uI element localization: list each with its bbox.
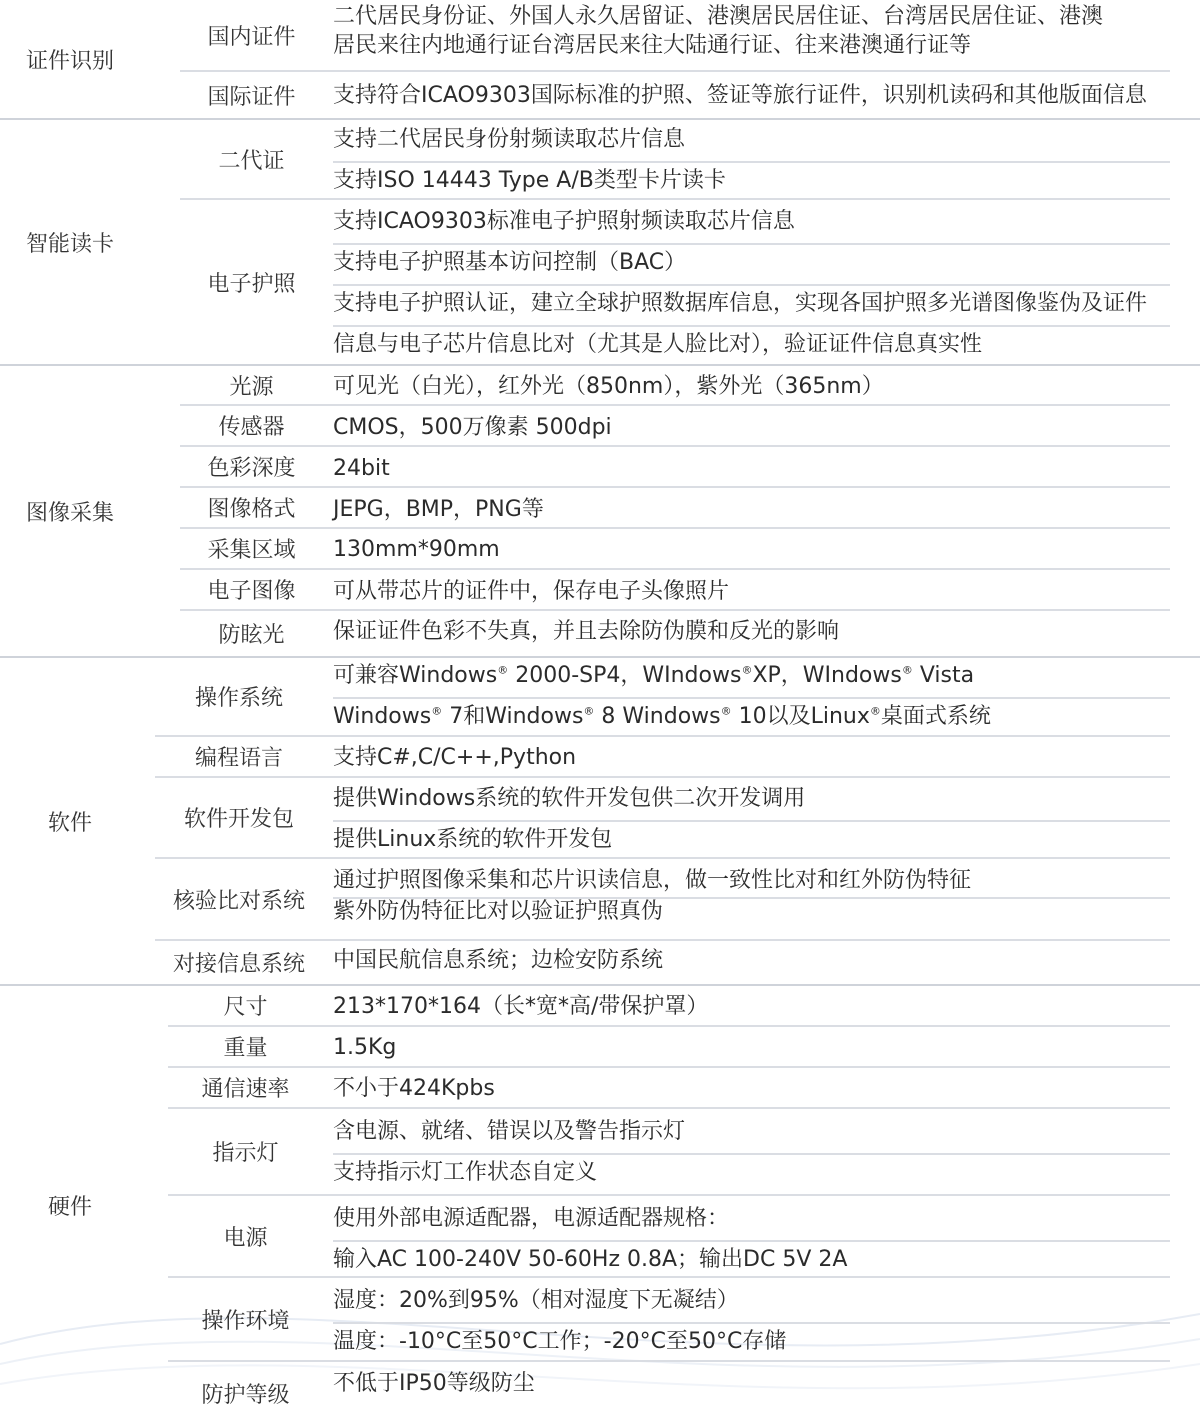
spec-value-line: 提供Linux系统的软件开发包 [333,827,613,852]
spec-value-line: 支持ISO 14443 Type A/B类型卡片读卡 [333,168,726,193]
line-divider [333,1153,1170,1155]
spec-value-line: 居民来往内地通行证台湾居民来往大陆通行证、往来港澳通行证等 [333,33,972,58]
spec-value-line: 含电源、就绪、错误以及警告指示灯 [333,1119,686,1144]
line-divider [333,243,1170,245]
category-label: 软件 [47,810,92,836]
line-divider [333,284,1170,286]
spec-label: 操作环境 [201,1308,290,1334]
spec-value-line: 130mm*90mm [333,537,500,562]
spec-value-line: 使用外部电源适配器，电源适配器规格： [333,1206,730,1231]
spec-value-line: 支持电子护照认证，建立全球护照数据库信息，实现各国护照多光谱图像鉴伪及证件 [333,291,1148,316]
spec-value-line: 提供Windows系统的软件开发包供二次开发调用 [333,786,806,811]
spec-value-line: 可从带芯片的证件中，保存电子头像照片 [333,579,730,604]
spec-value-line: 输入AC 100-240V 50-60Hz 0.8A；输出DC 5V 2A [333,1247,848,1272]
spec-label: 软件开发包 [183,807,294,832]
spec-value-line: Windows® 7和Windows® 8 Windows® 10以及Linux®桌面式系统 [333,704,991,729]
line-divider [333,1322,1170,1324]
spec-value-line: 支持C#,C/C++,Python [333,745,577,770]
spec-label: 编程语言 [194,746,283,771]
category-label: 图像采集 [25,500,114,526]
spec-label: 电子护照 [207,271,296,297]
line-divider [333,697,1170,699]
line-divider [333,820,1170,822]
spec-value-line: 213*170*164（长*宽*高/带保护罩） [333,994,709,1019]
spec-value-line: CMOS，500万像素 500dpi [333,415,612,440]
spec-value-line: 中国民航信息系统；边检安防系统 [333,948,664,973]
spec-label: 采集区域 [207,538,296,563]
spec-label: 核验比对系统 [172,888,305,914]
line-divider [333,161,1170,163]
spec-label: 图像格式 [207,497,296,522]
spec-value-line: 1.5Kg [333,1035,397,1060]
spec-value-line: 支持电子护照基本访问控制（BAC） [333,250,687,275]
spec-value-line: 支持ICAO9303标准电子护照射频读取芯片信息 [333,209,795,234]
spec-value-line: 二代居民身份证、外国人永久居留证、港澳居民居住证、台湾居民居住证、港澳 [333,4,1104,29]
spec-label: 指示灯 [212,1141,279,1166]
spec-label: 色彩深度 [207,456,296,481]
spec-label: 传感器 [218,415,285,440]
spec-value-line: 不低于IP50等级防尘 [333,1371,535,1396]
spec-label: 防护等级 [201,1382,290,1408]
spec-value-line: 信息与电子芯片信息比对（尤其是人脸比对），验证证件信息真实性 [333,332,983,357]
spec-value-line: 湿度：20%到95%（相对湿度下无凝结） [333,1288,739,1313]
spec-value-line: 可见光（白光），红外光（850nm），紫外光（365nm） [333,374,884,399]
spec-value-line: JEPG，BMP，PNG等 [333,497,544,522]
spec-value-line: 通过护照图像采集和芯片识读信息，做一致性比对和红外防伪特征 [333,868,972,893]
spec-value-line: 保证证件色彩不失真，并且去除防伪膜和反光的影响 [333,619,840,644]
spec-label: 尺寸 [223,995,268,1020]
spec-value-line: 支持指示灯工作状态自定义 [333,1160,598,1185]
category-label: 智能读卡 [25,231,114,257]
spec-value-line: 支持符合ICAO9303国际标准的护照、签证等旅行证件，识别机读码和其他版面信息 [333,83,1147,108]
category-label: 硬件 [47,1194,92,1220]
line-divider [333,325,1170,327]
line-divider [333,1240,1170,1242]
spec-label: 国际证件 [207,84,296,110]
spec-label: 对接信息系统 [172,952,305,977]
spec-label: 电源 [223,1225,268,1251]
spec-value-line: 不小于424Kpbs [333,1076,495,1101]
spec-value-line: 可兼容Windows® 2000-SP4，WIndows®XP，WIndows® Vista [333,663,975,688]
spec-label: 重量 [223,1036,268,1061]
spec-label: 二代证 [218,148,285,174]
spec-label: 防眩光 [218,623,285,648]
category-label: 证件识别 [25,48,114,74]
spec-label: 电子图像 [207,579,296,604]
spec-label: 光源 [229,374,274,400]
spec-value-line: 支持二代居民身份射频读取芯片信息 [333,127,686,152]
spec-label: 通信速率 [201,1077,290,1102]
spec-value-line: 24bit [333,456,390,481]
spec-value-line: 紫外防伪特征比对以验证护照真伪 [333,899,664,924]
spec-label: 操作系统 [194,686,283,711]
spec-value-line: 温度：-10°C至50°C工作；-20°C至50°C存储 [333,1329,787,1354]
spec-label: 国内证件 [207,24,296,50]
